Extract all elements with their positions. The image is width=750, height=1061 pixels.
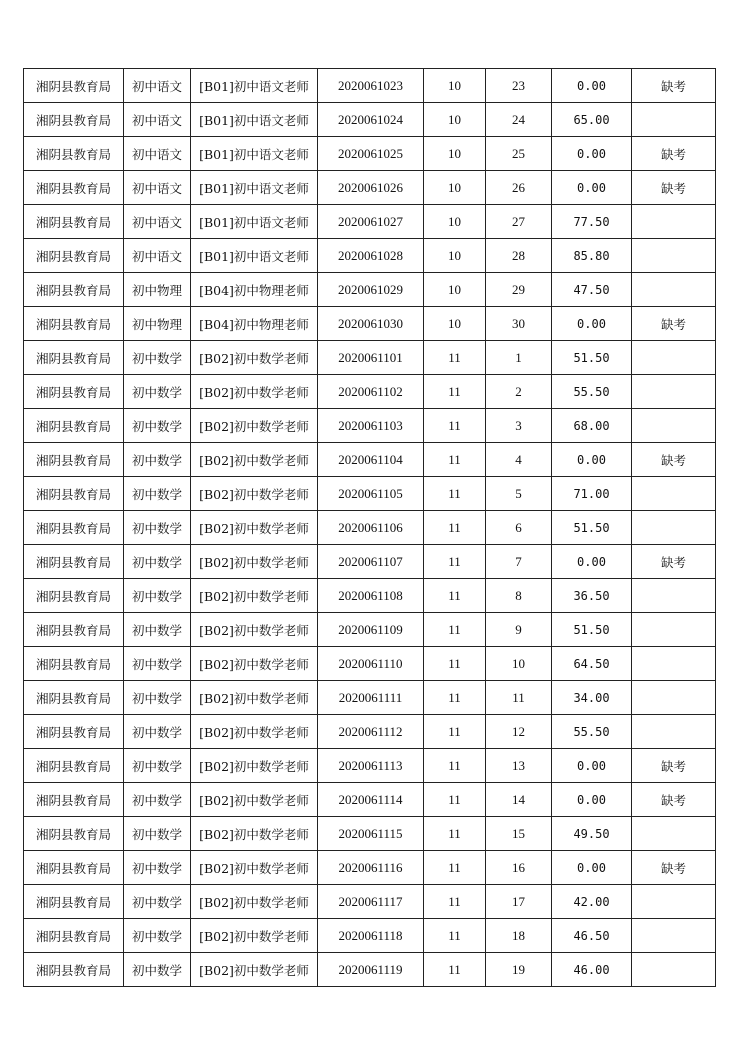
exam-room-cell: 10	[424, 273, 486, 307]
score-cell: 0.00	[552, 307, 632, 341]
table-row	[24, 171, 716, 205]
seat-number-cell: 1	[486, 341, 552, 375]
exam-room-cell: 10	[424, 103, 486, 137]
score-cell: 46.00	[552, 953, 632, 987]
ticket-number-cell: 2020061107	[318, 545, 424, 579]
table-row	[24, 205, 716, 239]
score-cell: 51.50	[552, 341, 632, 375]
note-cell	[632, 681, 716, 715]
score-cell: 85.80	[552, 239, 632, 273]
table-row	[24, 715, 716, 749]
ticket-number-cell: 2020061114	[318, 783, 424, 817]
position-cell: [B02]初中数学老师	[191, 545, 318, 579]
subject-cell: 初中数学	[124, 511, 191, 545]
position-cell: [B02]初中数学老师	[191, 443, 318, 477]
position-cell: [B02]初中数学老师	[191, 647, 318, 681]
seat-number-cell: 4	[486, 443, 552, 477]
ticket-number-cell: 2020061105	[318, 477, 424, 511]
unit-cell: 湘阴县教育局	[24, 613, 124, 647]
note-cell	[632, 103, 716, 137]
position-cell: [B02]初中数学老师	[191, 749, 318, 783]
note-cell: 缺考	[632, 443, 716, 477]
subject-cell: 初中数学	[124, 613, 191, 647]
exam-room-cell: 11	[424, 579, 486, 613]
score-cell: 46.50	[552, 919, 632, 953]
table-row	[24, 307, 716, 341]
seat-number-cell: 25	[486, 137, 552, 171]
table-row	[24, 613, 716, 647]
subject-cell: 初中数学	[124, 579, 191, 613]
ticket-number-cell: 2020061102	[318, 375, 424, 409]
subject-cell: 初中物理	[124, 307, 191, 341]
seat-number-cell: 16	[486, 851, 552, 885]
ticket-number-cell: 2020061117	[318, 885, 424, 919]
unit-cell: 湘阴县教育局	[24, 511, 124, 545]
exam-room-cell: 11	[424, 851, 486, 885]
exam-room-cell: 10	[424, 69, 486, 103]
unit-cell: 湘阴县教育局	[24, 783, 124, 817]
position-cell: [B01]初中语文老师	[191, 239, 318, 273]
table-row	[24, 545, 716, 579]
subject-cell: 初中数学	[124, 545, 191, 579]
table-row	[24, 647, 716, 681]
exam-room-cell: 11	[424, 545, 486, 579]
ticket-number-cell: 2020061028	[318, 239, 424, 273]
ticket-number-cell: 2020061119	[318, 953, 424, 987]
score-cell: 49.50	[552, 817, 632, 851]
subject-cell: 初中语文	[124, 239, 191, 273]
note-cell	[632, 919, 716, 953]
seat-number-cell: 10	[486, 647, 552, 681]
subject-cell: 初中数学	[124, 409, 191, 443]
unit-cell: 湘阴县教育局	[24, 579, 124, 613]
note-cell	[632, 953, 716, 987]
exam-room-cell: 10	[424, 205, 486, 239]
exam-room-cell: 11	[424, 715, 486, 749]
unit-cell: 湘阴县教育局	[24, 273, 124, 307]
exam-room-cell: 10	[424, 239, 486, 273]
table-row	[24, 273, 716, 307]
score-cell: 0.00	[552, 545, 632, 579]
unit-cell: 湘阴县教育局	[24, 681, 124, 715]
unit-cell: 湘阴县教育局	[24, 817, 124, 851]
subject-cell: 初中数学	[124, 681, 191, 715]
subject-cell: 初中数学	[124, 817, 191, 851]
seat-number-cell: 17	[486, 885, 552, 919]
ticket-number-cell: 2020061103	[318, 409, 424, 443]
unit-cell: 湘阴县教育局	[24, 919, 124, 953]
table-row	[24, 375, 716, 409]
exam-room-cell: 10	[424, 171, 486, 205]
ticket-number-cell: 2020061101	[318, 341, 424, 375]
subject-cell: 初中语文	[124, 103, 191, 137]
score-cell: 47.50	[552, 273, 632, 307]
note-cell	[632, 647, 716, 681]
table-row	[24, 239, 716, 273]
seat-number-cell: 30	[486, 307, 552, 341]
unit-cell: 湘阴县教育局	[24, 375, 124, 409]
ticket-number-cell: 2020061106	[318, 511, 424, 545]
seat-number-cell: 8	[486, 579, 552, 613]
note-cell: 缺考	[632, 171, 716, 205]
score-cell: 77.50	[552, 205, 632, 239]
position-cell: [B02]初中数学老师	[191, 953, 318, 987]
table-row	[24, 953, 716, 987]
score-cell: 64.50	[552, 647, 632, 681]
position-cell: [B02]初中数学老师	[191, 817, 318, 851]
subject-cell: 初中数学	[124, 749, 191, 783]
note-cell: 缺考	[632, 545, 716, 579]
score-cell: 0.00	[552, 69, 632, 103]
score-table	[23, 68, 716, 987]
score-cell: 0.00	[552, 443, 632, 477]
seat-number-cell: 5	[486, 477, 552, 511]
table-row	[24, 783, 716, 817]
exam-room-cell: 11	[424, 511, 486, 545]
unit-cell: 湘阴县教育局	[24, 715, 124, 749]
subject-cell: 初中语文	[124, 69, 191, 103]
seat-number-cell: 3	[486, 409, 552, 443]
unit-cell: 湘阴县教育局	[24, 647, 124, 681]
score-cell: 51.50	[552, 613, 632, 647]
unit-cell: 湘阴县教育局	[24, 851, 124, 885]
ticket-number-cell: 2020061025	[318, 137, 424, 171]
note-cell	[632, 579, 716, 613]
position-cell: [B01]初中语文老师	[191, 205, 318, 239]
note-cell	[632, 409, 716, 443]
exam-room-cell: 11	[424, 613, 486, 647]
table-row	[24, 103, 716, 137]
position-cell: [B01]初中语文老师	[191, 171, 318, 205]
score-cell: 36.50	[552, 579, 632, 613]
ticket-number-cell: 2020061113	[318, 749, 424, 783]
score-cell: 0.00	[552, 749, 632, 783]
position-cell: [B02]初中数学老师	[191, 851, 318, 885]
ticket-number-cell: 2020061024	[318, 103, 424, 137]
position-cell: [B02]初中数学老师	[191, 511, 318, 545]
subject-cell: 初中数学	[124, 375, 191, 409]
unit-cell: 湘阴县教育局	[24, 409, 124, 443]
unit-cell: 湘阴县教育局	[24, 239, 124, 273]
note-cell: 缺考	[632, 307, 716, 341]
ticket-number-cell: 2020061104	[318, 443, 424, 477]
score-cell: 65.00	[552, 103, 632, 137]
unit-cell: 湘阴县教育局	[24, 69, 124, 103]
unit-cell: 湘阴县教育局	[24, 205, 124, 239]
exam-room-cell: 11	[424, 783, 486, 817]
ticket-number-cell: 2020061112	[318, 715, 424, 749]
seat-number-cell: 23	[486, 69, 552, 103]
table-row	[24, 69, 716, 103]
ticket-number-cell: 2020061027	[318, 205, 424, 239]
exam-room-cell: 11	[424, 817, 486, 851]
unit-cell: 湘阴县教育局	[24, 171, 124, 205]
unit-cell: 湘阴县教育局	[24, 443, 124, 477]
table-row	[24, 885, 716, 919]
table-row	[24, 477, 716, 511]
note-cell	[632, 613, 716, 647]
exam-room-cell: 11	[424, 409, 486, 443]
score-cell: 71.00	[552, 477, 632, 511]
position-cell: [B01]初中语文老师	[191, 103, 318, 137]
score-cell: 34.00	[552, 681, 632, 715]
unit-cell: 湘阴县教育局	[24, 477, 124, 511]
table-row	[24, 137, 716, 171]
score-cell: 51.50	[552, 511, 632, 545]
position-cell: [B02]初中数学老师	[191, 477, 318, 511]
table-row	[24, 749, 716, 783]
position-cell: [B02]初中数学老师	[191, 783, 318, 817]
seat-number-cell: 14	[486, 783, 552, 817]
note-cell	[632, 511, 716, 545]
table-row	[24, 409, 716, 443]
subject-cell: 初中数学	[124, 783, 191, 817]
table-row	[24, 341, 716, 375]
seat-number-cell: 15	[486, 817, 552, 851]
score-cell: 55.50	[552, 375, 632, 409]
exam-room-cell: 11	[424, 647, 486, 681]
score-table-body	[24, 69, 716, 987]
score-cell: 42.00	[552, 885, 632, 919]
seat-number-cell: 27	[486, 205, 552, 239]
exam-room-cell: 11	[424, 749, 486, 783]
unit-cell: 湘阴县教育局	[24, 137, 124, 171]
seat-number-cell: 6	[486, 511, 552, 545]
position-cell: [B02]初中数学老师	[191, 341, 318, 375]
unit-cell: 湘阴县教育局	[24, 341, 124, 375]
ticket-number-cell: 2020061110	[318, 647, 424, 681]
ticket-number-cell: 2020061118	[318, 919, 424, 953]
exam-room-cell: 11	[424, 477, 486, 511]
ticket-number-cell: 2020061116	[318, 851, 424, 885]
exam-room-cell: 11	[424, 953, 486, 987]
exam-room-cell: 11	[424, 341, 486, 375]
seat-number-cell: 24	[486, 103, 552, 137]
exam-room-cell: 11	[424, 885, 486, 919]
unit-cell: 湘阴县教育局	[24, 103, 124, 137]
note-cell: 缺考	[632, 749, 716, 783]
note-cell: 缺考	[632, 69, 716, 103]
note-cell	[632, 817, 716, 851]
table-row	[24, 851, 716, 885]
position-cell: [B02]初中数学老师	[191, 715, 318, 749]
table-row	[24, 817, 716, 851]
note-cell: 缺考	[632, 851, 716, 885]
seat-number-cell: 26	[486, 171, 552, 205]
exam-room-cell: 10	[424, 137, 486, 171]
seat-number-cell: 11	[486, 681, 552, 715]
exam-room-cell: 11	[424, 681, 486, 715]
ticket-number-cell: 2020061026	[318, 171, 424, 205]
note-cell	[632, 715, 716, 749]
position-cell: [B01]初中语文老师	[191, 137, 318, 171]
note-cell	[632, 239, 716, 273]
position-cell: [B01]初中语文老师	[191, 69, 318, 103]
score-cell: 68.00	[552, 409, 632, 443]
subject-cell: 初中数学	[124, 919, 191, 953]
note-cell	[632, 885, 716, 919]
score-cell: 0.00	[552, 171, 632, 205]
exam-room-cell: 10	[424, 307, 486, 341]
unit-cell: 湘阴县教育局	[24, 885, 124, 919]
seat-number-cell: 18	[486, 919, 552, 953]
table-row	[24, 579, 716, 613]
subject-cell: 初中语文	[124, 137, 191, 171]
position-cell: [B02]初中数学老师	[191, 681, 318, 715]
ticket-number-cell: 2020061111	[318, 681, 424, 715]
ticket-number-cell: 2020061023	[318, 69, 424, 103]
position-cell: [B02]初中数学老师	[191, 409, 318, 443]
position-cell: [B02]初中数学老师	[191, 375, 318, 409]
position-cell: [B02]初中数学老师	[191, 919, 318, 953]
ticket-number-cell: 2020061029	[318, 273, 424, 307]
subject-cell: 初中数学	[124, 443, 191, 477]
unit-cell: 湘阴县教育局	[24, 953, 124, 987]
note-cell	[632, 341, 716, 375]
ticket-number-cell: 2020061030	[318, 307, 424, 341]
position-cell: [B02]初中数学老师	[191, 579, 318, 613]
unit-cell: 湘阴县教育局	[24, 545, 124, 579]
subject-cell: 初中语文	[124, 205, 191, 239]
seat-number-cell: 13	[486, 749, 552, 783]
subject-cell: 初中数学	[124, 953, 191, 987]
note-cell	[632, 477, 716, 511]
subject-cell: 初中数学	[124, 851, 191, 885]
subject-cell: 初中数学	[124, 341, 191, 375]
table-row	[24, 681, 716, 715]
subject-cell: 初中数学	[124, 715, 191, 749]
seat-number-cell: 7	[486, 545, 552, 579]
position-cell: [B04]初中物理老师	[191, 273, 318, 307]
seat-number-cell: 12	[486, 715, 552, 749]
seat-number-cell: 19	[486, 953, 552, 987]
note-cell	[632, 273, 716, 307]
note-cell	[632, 205, 716, 239]
score-cell: 0.00	[552, 137, 632, 171]
exam-room-cell: 11	[424, 375, 486, 409]
subject-cell: 初中数学	[124, 647, 191, 681]
exam-room-cell: 11	[424, 919, 486, 953]
subject-cell: 初中数学	[124, 885, 191, 919]
exam-room-cell: 11	[424, 443, 486, 477]
seat-number-cell: 9	[486, 613, 552, 647]
seat-number-cell: 29	[486, 273, 552, 307]
position-cell: [B02]初中数学老师	[191, 885, 318, 919]
note-cell: 缺考	[632, 137, 716, 171]
subject-cell: 初中数学	[124, 477, 191, 511]
seat-number-cell: 2	[486, 375, 552, 409]
score-cell: 0.00	[552, 783, 632, 817]
ticket-number-cell: 2020061108	[318, 579, 424, 613]
note-cell	[632, 375, 716, 409]
table-row	[24, 919, 716, 953]
subject-cell: 初中物理	[124, 273, 191, 307]
ticket-number-cell: 2020061115	[318, 817, 424, 851]
position-cell: [B02]初中数学老师	[191, 613, 318, 647]
seat-number-cell: 28	[486, 239, 552, 273]
score-cell: 55.50	[552, 715, 632, 749]
table-row	[24, 511, 716, 545]
unit-cell: 湘阴县教育局	[24, 749, 124, 783]
note-cell: 缺考	[632, 783, 716, 817]
position-cell: [B04]初中物理老师	[191, 307, 318, 341]
unit-cell: 湘阴县教育局	[24, 307, 124, 341]
subject-cell: 初中语文	[124, 171, 191, 205]
table-row	[24, 443, 716, 477]
ticket-number-cell: 2020061109	[318, 613, 424, 647]
score-cell: 0.00	[552, 851, 632, 885]
